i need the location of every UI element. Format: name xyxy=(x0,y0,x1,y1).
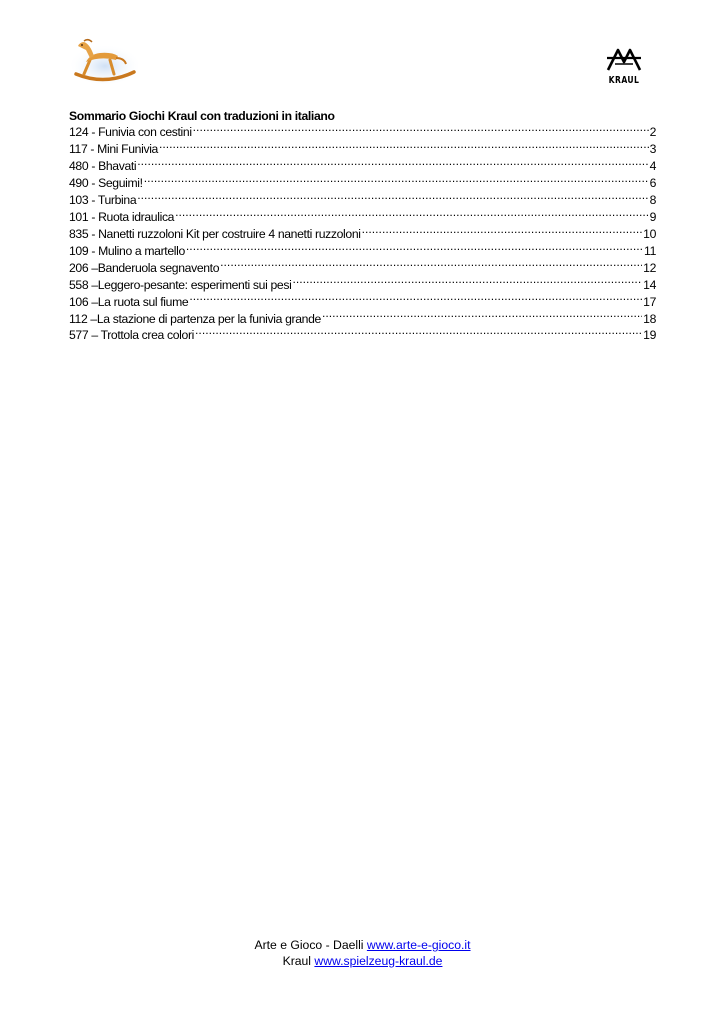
kraul-emblem-icon xyxy=(603,44,645,74)
toc-entry[interactable] xyxy=(69,141,656,158)
toc-entry-label: 124 - Funivia con cestini xyxy=(69,125,192,140)
toc-entry[interactable] xyxy=(69,158,656,175)
toc-entry-label: 490 - Seguimi! xyxy=(69,176,143,190)
toc-list xyxy=(69,124,656,344)
toc-dot-leader xyxy=(175,209,648,221)
toc-entry-label: 109 - Mulino a martello xyxy=(69,243,185,258)
toc-entry-page: 12 xyxy=(643,260,656,275)
toc-entry[interactable] xyxy=(69,327,656,344)
toc-entry-label: 577 – Trottola crea colori xyxy=(69,328,195,343)
kraul-logo xyxy=(603,44,645,88)
toc-entry-page: 14 xyxy=(643,277,656,292)
toc-entry-page: 18 xyxy=(643,311,656,326)
toc-entry-label: 480 - Bhavati xyxy=(69,159,137,174)
toc-entry[interactable] xyxy=(69,226,656,243)
toc-dot-leader xyxy=(193,124,649,136)
toc-entry[interactable] xyxy=(69,293,656,310)
toc-dot-leader xyxy=(137,158,648,170)
toc-dot-leader xyxy=(189,293,642,305)
toc-dot-leader xyxy=(220,260,642,272)
rocking-horse-icon xyxy=(70,36,140,84)
toc-entry[interactable] xyxy=(69,260,656,277)
toc-entry-label: 106 –La ruota sul fiume xyxy=(69,294,189,309)
toc-entry-label: 835 - Nanetti ruzzoloni Kit per costruire 4 nanetti ruzzoloni xyxy=(69,226,361,241)
toc-entry[interactable] xyxy=(69,124,656,141)
toc-dot-leader xyxy=(159,141,649,153)
toc-entry[interactable] xyxy=(69,192,656,209)
toc-entry-page: 9 xyxy=(649,209,656,224)
toc-dot-leader xyxy=(137,192,648,204)
toc-entry-page: 10 xyxy=(643,226,656,241)
toc-entry-label: 103 - Turbina xyxy=(69,192,137,207)
footer-line-2-text: Kraul xyxy=(282,953,315,968)
page-footer xyxy=(0,938,725,969)
toc-dot-leader xyxy=(186,243,643,255)
toc-dot-leader xyxy=(195,327,642,339)
toc-entry-page: 3 xyxy=(649,142,656,157)
toc-entry-label: 206 –Banderuola segnavento xyxy=(69,260,220,275)
footer-line-1-text: Arte e Gioco - Daelli xyxy=(254,938,367,952)
table-of-contents xyxy=(69,108,656,344)
toc-entry-page: 2 xyxy=(649,125,656,140)
toc-entry-label: 101 - Ruota idraulica xyxy=(69,209,175,224)
toc-dot-leader xyxy=(144,175,649,187)
toc-title: Sommario Giochi Kraul con traduzioni in italiano xyxy=(69,109,335,123)
spielzeug-kraul-link[interactable]: www.spielzeug-kraul.de xyxy=(314,953,443,968)
arte-e-gioco-link[interactable]: www.arte-e-gioco.it xyxy=(366,938,471,952)
footer-line-2 xyxy=(0,954,725,970)
toc-entry-label: 558 –Leggero-pesante: esperimenti sui pesi xyxy=(69,277,292,292)
kraul-logo-text: KRAUL xyxy=(608,75,640,86)
toc-dot-leader xyxy=(362,226,643,238)
toc-entry-page: 17 xyxy=(643,294,656,309)
toc-entry-page: 19 xyxy=(643,328,656,343)
footer-line-1 xyxy=(0,938,725,954)
toc-dot-leader xyxy=(322,310,642,322)
toc-entry-label: 117 - Mini Funivia xyxy=(69,142,158,157)
toc-entry-page: 4 xyxy=(649,159,656,174)
toc-entry[interactable] xyxy=(69,276,656,293)
toc-entry[interactable] xyxy=(69,209,656,226)
toc-entry[interactable] xyxy=(69,175,656,192)
toc-entry-page: 8 xyxy=(649,192,656,207)
toc-entry-page: 11 xyxy=(644,243,656,258)
toc-entry[interactable] xyxy=(69,310,656,327)
toc-entry-label: 112 –La stazione di partenza per la funivia grande xyxy=(69,311,321,326)
toc-dot-leader xyxy=(292,276,642,288)
toc-entry[interactable] xyxy=(69,243,656,260)
toc-entry-page: 6 xyxy=(649,176,656,190)
